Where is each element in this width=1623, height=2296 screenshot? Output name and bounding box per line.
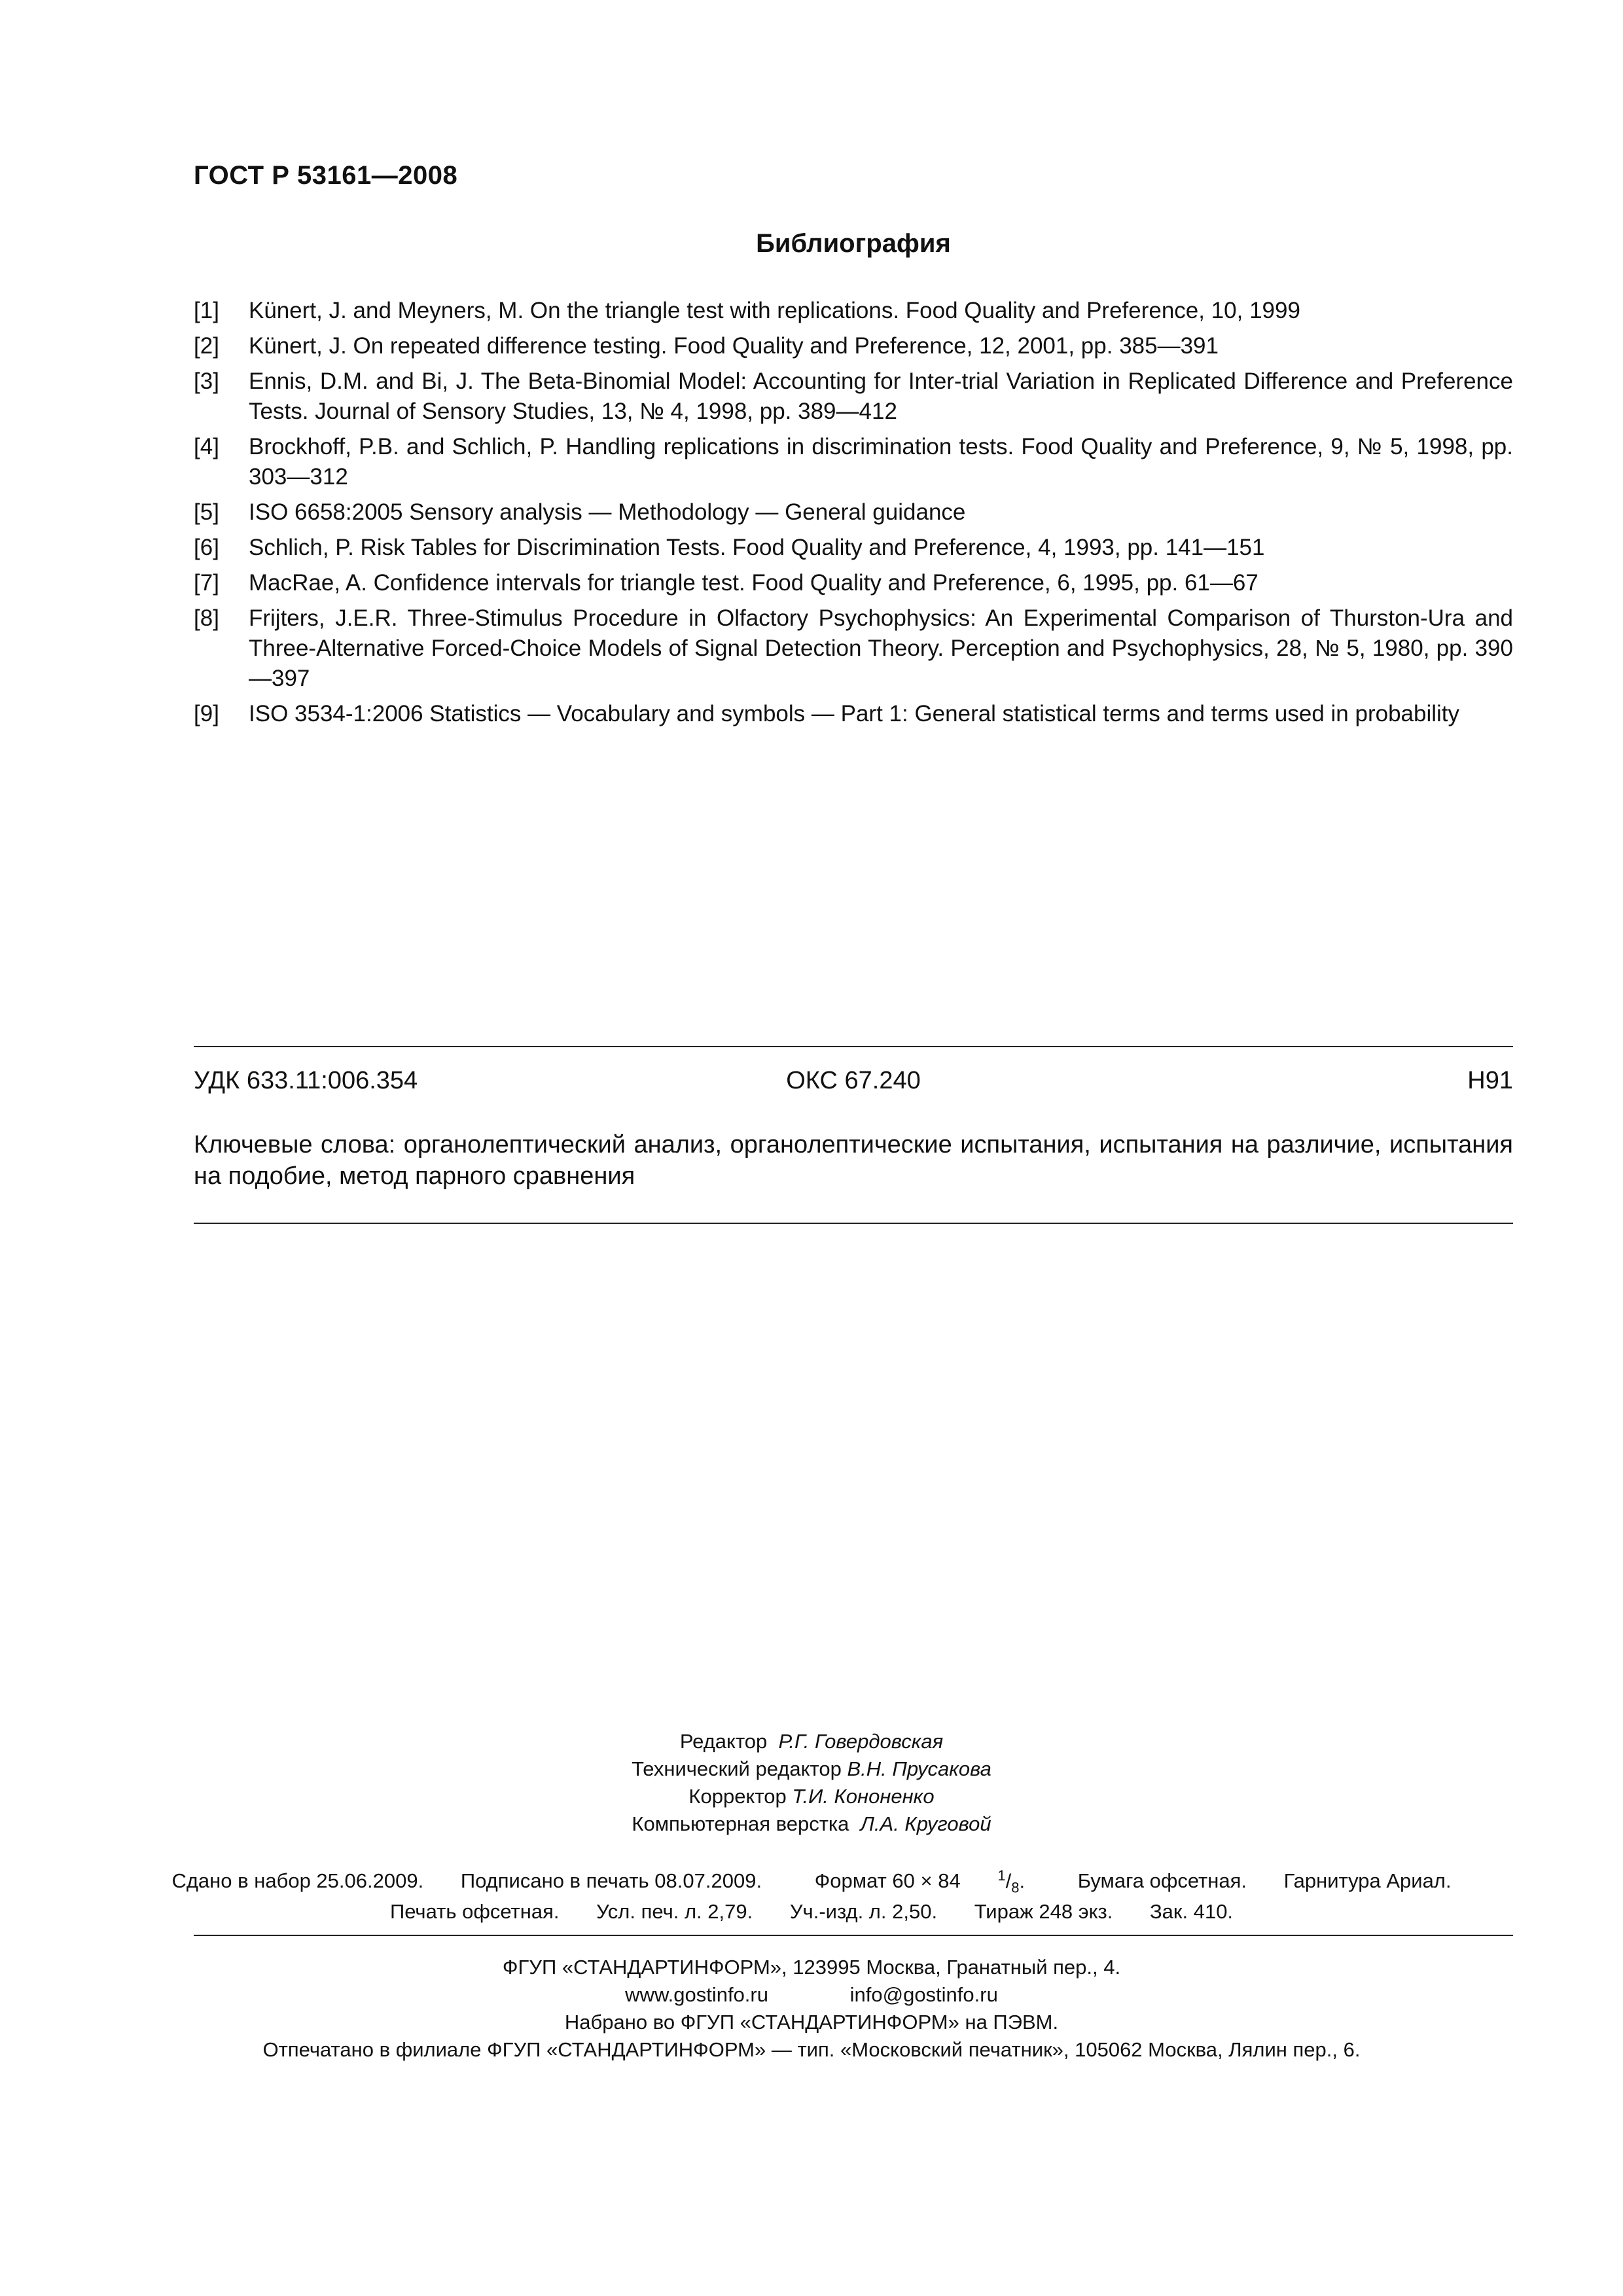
reference-number: [7] [194, 570, 219, 596]
reference-text: Ennis, D.M. and Bi, J. The Beta-Binomial Model: Accounting for Inter-trial Variation in Replicated Difference and Preference Tests. Journal of Sensory Studies, 13, № 4, 1998, pp. 389—412 [249, 368, 1513, 424]
reference-number: [6] [194, 535, 219, 560]
typeface: Гарнитура Ариал. [1283, 1869, 1452, 1893]
typeset-note: Набрано во ФГУП «СТАНДАРТИНФОРМ» на ПЭВМ. [564, 2011, 1059, 2034]
reference-item [194, 497, 1513, 528]
reference-text: ISO 6658:2005 Sensory analysis — Methodology — General guidance [249, 499, 966, 525]
divider [194, 1046, 1513, 1047]
reference-number: [8] [194, 605, 219, 631]
staff-line [0, 1728, 1623, 1755]
staff-name: Т.И. Кононенко [792, 1785, 935, 1808]
staff-line [0, 1810, 1623, 1838]
publisher-sheets: Уч.-изд. л. 2,50. [789, 1900, 938, 1923]
reference-item [194, 603, 1513, 694]
reference-number: [4] [194, 434, 219, 459]
group-code: Н91 [1467, 1067, 1513, 1094]
paper-format [799, 1862, 1041, 1902]
submitted-date: Сдано в набор 25.06.2009. [171, 1869, 424, 1893]
reference-item [194, 367, 1513, 427]
reference-text: ISO 3534-1:2006 Statistics — Vocabulary and symbols — Part 1: General statistical terms and terms used in probability [249, 701, 1460, 726]
format-fraction: $^1/_8$. [997, 1867, 1026, 1896]
reference-item [194, 331, 1513, 361]
standard-code: ГОСТ Р 53161—2008 [194, 161, 458, 190]
bibliography-list [194, 296, 1513, 734]
staff-role: Редактор [679, 1730, 768, 1753]
reference-text: Schlich, P. Risk Tables for Discrimination Tests. Food Quality and Preference, 4, 1993, pp. 141—151 [249, 535, 1265, 560]
staff-name: В.Н. Прусакова [847, 1757, 991, 1780]
reference-text: MacRae, A. Confidence intervals for triangle test. Food Quality and Preference, 6, 1995, pp. 61—67 [249, 570, 1258, 596]
reference-number: [5] [194, 499, 219, 525]
keywords: Ключевые слова: органолептический анализ, органолептические испытания, испытания на различие, испытания на подобие, метод парного сравнения [194, 1131, 1513, 1190]
printed-note: Отпечатано в филиале ФГУП «СТАНДАРТИНФОРМ» — тип. «Московский печатник», 105062 Москва, Лялин пер., 6. [262, 2038, 1361, 2061]
reference-number: [2] [194, 333, 219, 359]
reference-item [194, 533, 1513, 563]
print-type: Печать офсетная. [389, 1900, 560, 1923]
reference-number: [9] [194, 701, 219, 726]
bibliography-title: Библиография [756, 229, 951, 258]
circulation: Тираж 248 экз. [974, 1900, 1113, 1923]
editorial-staff [0, 1728, 1623, 1838]
publication-info-line-1 [0, 1862, 1623, 1902]
classification-codes [194, 1067, 1513, 1100]
oks-code: ОКС 67.240 [786, 1067, 921, 1094]
divider [194, 1223, 1513, 1224]
format-label: Формат 60 × 84 [814, 1869, 961, 1893]
staff-name: Л.А. Круговой [860, 1812, 991, 1835]
reference-item [194, 699, 1513, 729]
staff-role: Компьютерная верстка [632, 1812, 849, 1835]
staff-name: Р.Г. Говердовская [778, 1730, 944, 1753]
reference-text: Künert, J. and Meyners, M. On the triangle test with replications. Food Quality and Preference, 10, 1999 [249, 298, 1300, 323]
reference-text: Frijters, J.E.R. Three-Stimulus Procedure in Olfactory Psychophysics: An Experimental Comparison of Thurston-Ura and Three-Alternative Forced-Choice Models of Signal Detection Theory. Perception and Psychophysics, 28, № 5, 1980, pp. 390—397 [249, 605, 1513, 691]
reference-item [194, 296, 1513, 326]
udk-code: УДК 633.11:006.354 [194, 1067, 418, 1094]
publisher-website[interactable]: www.gostinfo.ru [625, 1983, 768, 2006]
order-number: Зак. 410. [1149, 1900, 1234, 1923]
staff-line [0, 1755, 1623, 1783]
paper-type: Бумага офсетная. [1077, 1869, 1247, 1893]
publisher-address: ФГУП «СТАНДАРТИНФОРМ», 123995 Москва, Гранатный пер., 4. [502, 1956, 1121, 1979]
reference-item [194, 432, 1513, 492]
signed-date: Подписано в печать 08.07.2009. [460, 1869, 762, 1893]
publisher-footer [0, 1954, 1623, 2064]
staff-role: Корректор [688, 1785, 787, 1808]
print-sheets: Усл. печ. л. 2,79. [596, 1900, 753, 1923]
reference-text: Künert, J. On repeated difference testing. Food Quality and Preference, 12, 2001, pp. 385—391 [249, 333, 1219, 359]
publication-info-line-2 [0, 1898, 1623, 1926]
staff-line [0, 1783, 1623, 1810]
staff-role: Технический редактор [632, 1757, 842, 1780]
reference-number: [1] [194, 298, 219, 323]
divider [194, 1935, 1513, 1936]
reference-item [194, 568, 1513, 598]
reference-number: [3] [194, 368, 219, 394]
reference-text: Brockhoff, P.B. and Schlich, P. Handling replications in discrimination tests. Food Quality and Preference, 9, № 5, 1998, pp. 303—312 [249, 434, 1513, 490]
publisher-contacts [0, 1981, 1623, 2009]
publisher-email[interactable]: info@gostinfo.ru [849, 1983, 998, 2006]
